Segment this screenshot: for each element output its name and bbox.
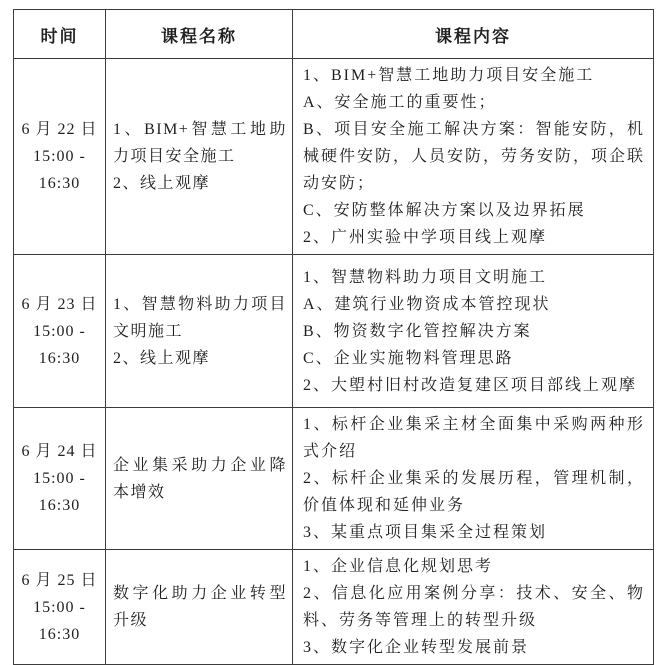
course-name-line: 1、BIM+智慧工地助力项目安全施工 (113, 121, 287, 165)
header-course-name: 课程名称 (106, 10, 293, 59)
course-name-cell (106, 408, 293, 550)
content-item: 1、智慧物料助力项目文明施工 (303, 268, 548, 286)
content-item: 3、数字化企业转型发展前景 (303, 639, 530, 656)
header-time: 时间 (14, 10, 106, 59)
content-item: 2、信息化应用案例分享：技术、安全、物料、劳务等管理上的转型升级 (303, 585, 645, 629)
content-item: C、企业实施物料管理思路 (303, 349, 514, 367)
course-schedule (13, 9, 654, 665)
time-start: 15:00 - (33, 322, 86, 340)
table-row (14, 255, 654, 408)
content-item: 3、某重点项目集采全过程策划 (303, 524, 548, 541)
time-date: 6 月 22 日 (21, 121, 98, 138)
table-header-row (14, 10, 654, 59)
time-end: 16:30 (38, 625, 81, 643)
course-content-cell (293, 408, 654, 550)
course-content-cell (293, 255, 654, 408)
course-name-line: 企业集采助力企业降本增效 (113, 456, 287, 501)
course-name-cell (106, 59, 293, 255)
content-item: 1、标杆企业集采主材全面集中采购两种形式介绍 (303, 416, 645, 460)
content-item: A、安全施工的重要性； (303, 94, 497, 111)
content-item: 1、企业信息化规划思考 (303, 558, 494, 575)
content-item: B、项目安全施工解决方案：智能安防，机械硬件安防，人员安防，劳务安防，项企联动安防； (303, 121, 646, 192)
time-cell (14, 59, 106, 255)
time-cell (14, 550, 106, 665)
time-date: 6 月 23 日 (21, 295, 98, 313)
course-name-cell (106, 255, 293, 408)
content-item: C、安防整体解决方案以及边界拓展 (303, 202, 586, 219)
course-name-line: 2、线上观摩 (113, 175, 211, 192)
content-item: 2、广州实验中学项目线上观摩 (303, 229, 548, 246)
time-cell (14, 255, 106, 408)
course-content-cell (293, 550, 654, 665)
content-item: B、物资数字化管控解决方案 (303, 322, 532, 340)
content-item: 2、标杆企业集采的发展历程，管理机制，价值体现和延伸业务 (303, 470, 645, 514)
course-name-line: 2、线上观摩 (113, 349, 211, 367)
time-start: 15:00 - (33, 470, 86, 487)
course-name-line: 1、智慧物料助力项目文明施工 (113, 295, 287, 340)
header-course-content: 课程内容 (293, 10, 654, 59)
time-date: 6 月 25 日 (21, 571, 98, 589)
time-end: 16:30 (38, 497, 81, 514)
time-date: 6 月 24 日 (21, 443, 98, 460)
time-start: 15:00 - (33, 148, 86, 165)
content-item: 2、大塱村旧村改造复建区项目部线上观摩 (303, 376, 638, 394)
course-name-cell (106, 550, 293, 665)
content-item: 1、BIM+智慧工地助力项目安全施工 (303, 67, 595, 84)
course-schedule-table (13, 9, 654, 665)
time-end: 16:30 (38, 349, 81, 367)
content-item: A、建筑行业物资成本管控现状 (303, 295, 551, 313)
time-cell (14, 408, 106, 550)
table-row (14, 550, 654, 665)
table-row (14, 408, 654, 550)
course-content-cell (293, 59, 654, 255)
course-name-line: 数字化助力企业转型升级 (113, 585, 287, 629)
time-end: 16:30 (38, 175, 81, 192)
time-start: 15:00 - (33, 598, 86, 616)
table-row (14, 59, 654, 255)
